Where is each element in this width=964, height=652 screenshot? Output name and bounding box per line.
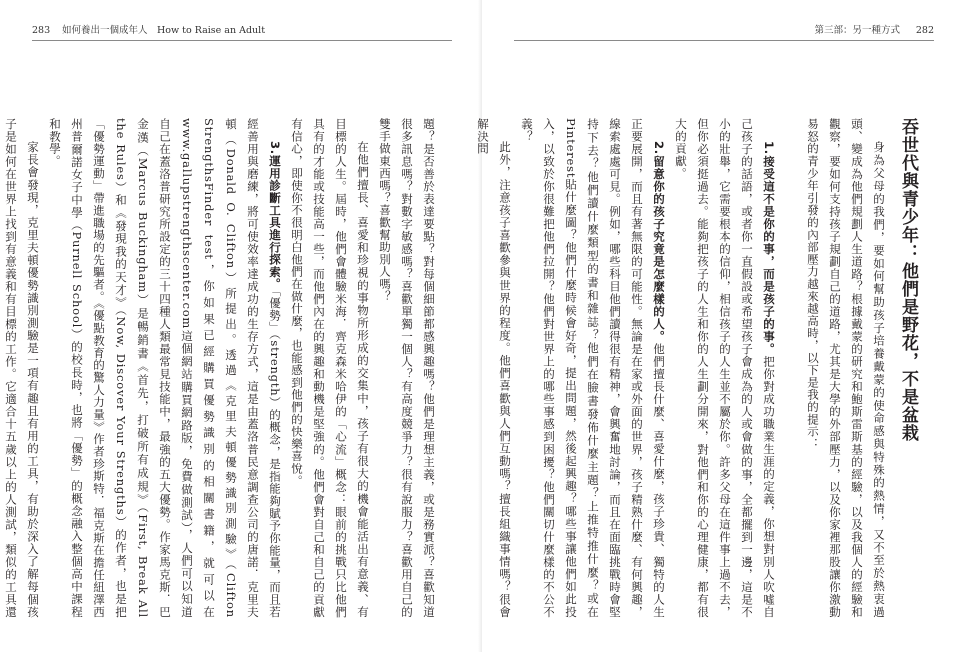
list-item-2-text: 他們擅長什麼、喜愛什麼，孩子珍貴、獨特的人生正要展開，而且有著無限的可能性。無論是在家或外面的世界，孩子精熟什麼、有何興趣，線索處處可見。例如，哪些科目他們讀得很有精神，會興奮地討論，而且在面臨挑戰時會堅持下去？他們讀什麼類型的書和雜誌？他們在臉書發佈什麼主題？上推特推什麼？或在Pinterest貼什麼圖？他們什麼時候會好奇，提出問題，然後起興趣？哪些事讓他們如此投入，以致於你很難把他們拉開？他們對世界上的哪些事感到困擾？他們關切什麼樣的不公不義？ [520, 118, 666, 618]
paragraph: 在他們擅長、喜愛和珍視的事物所形成的交集中，孩子有很大的機會能活出有意義、有目標的人生。屆時，他們會體驗米海．齊克森米哈伊的「心流」概念：眼前的挑戰只比他們具有的才能或技能高一些，而他們內在的興趣和動機是堅強的。他們會對自己和自己的貢獻有信心，即使你不很明白他們在做什麼，也能感到他們的快樂喜悅。 [290, 118, 370, 618]
paragraph: 此外，注意孩子喜歡參與世界的程度。他們喜歡與人們互動嗎？擅長組織事情嗎？很會解決問 [476, 118, 512, 618]
spacer [780, 118, 802, 618]
right-running-head [514, 24, 934, 41]
list-item-1-heading: 接受這不是你的事，而是孩子的事。 [762, 154, 776, 356]
right-body-text [476, 118, 926, 618]
section-heading: 吞世代與青少年：他們是野花，不是盆栽 [898, 118, 918, 442]
paragraph: 家長會發現，克里夫頓優勢識別測驗是一項有趣且有用的工具，有助於深入了解每個孩子是如何在世界上找到有意義和有目標的工作。它適合十五歲以上的人測試，類似的工具還 [4, 118, 40, 618]
list-item-3-number: 3. [268, 141, 282, 155]
right-page-number: 282 [915, 25, 934, 36]
paragraph: 身為父母的我們，要如何幫助孩子培養戴蒙的使命感與特殊的熱情，又不至於熱衷過頭、變成為他們規劃人生道路？根據戴蒙的研究和鮑斯雷斯基的經驗，以及我個人的經驗和觀察，要如何支持孩子規劃自己的道路，尤其是大學的外部壓力，以及你家裡那股讓你激動易怒的青少年引發的內部壓力越來越高時，以下是我的提示： [806, 118, 886, 618]
paragraph: 題？是否善於表達要點？對每個細節都感興趣嗎？他們是理想主義，或是務實派？喜歡知道很多訊息嗎？對數字敏感嗎？喜歡單獨一個人？有高度競爭力？很有說服力？喜歡用自己的雙手做東西嗎？喜歡幫助別人嗎？ [378, 118, 436, 618]
list-item-2-heading: 留意你的孩子究竟是怎麼樣的人。 [652, 154, 666, 343]
list-item-3-text: 「優勢」（strength）的概念，是指能夠賦予你能量，而且若經善用與磨練，將可使效率達成功的生存方式，這是由蓋洛普民意調查公司的唐諾．克里夫頓（Donald O. Clifton）所提出。透過《克里夫頓優勢識別測驗》（Clifton StrengthsFinder test，你如果已經購買優勢識別的相關書籍，就可以在www.gallupstrengthscenter.com這個網站購買網路版，免費做測試），人們可以知道自己在蓋洛普研究所設定的三十四種人類最常見技能中，最強的五大優勢。作家馬克斯．巴金漢（Marcus Buckingham）是暢銷書《首先，打破所有成規》（First, Break All the Rules）和《發現我的天才》（Now, Discover Your Strengths）的作者，也是把「優勢運動」帶進職場的先驅者。《優點教育的驚人力量》作者珍斯特．福克斯在擔任紐澤西州普爾諾女子中學（Purnell School）的校長時，也將「優勢」的概念融入整個高中課程和教學。 [48, 118, 282, 618]
list-item-2 [516, 118, 670, 618]
list-item-1 [670, 118, 780, 618]
list-item-1-number: 1. [762, 141, 776, 155]
left-running-head [32, 24, 452, 41]
left-body-text [4, 118, 440, 618]
list-item-3 [44, 118, 286, 618]
list-item-2-number: 2. [652, 141, 666, 155]
left-page-number: 283 [32, 25, 51, 36]
list-item-1-text: 把你對成功職業生涯的定義，你想對別人吹噓自己孩子的話語，或者你一直假設或希望孩子會成為的人或會做的事，全都擺到一邊，這是不小的壯舉，它需要根本的信仰，相信孩子的人生並不屬於你。許多父母在這件事上過不去，但你必須挺過去。能夠把孩子的人生和你的人生劃分開來，對他們和你的心理健康，都有很大的貢獻。 [674, 118, 776, 618]
list-item-3-heading: 運用診斷工具進行探索。 [268, 154, 282, 291]
right-page [476, 0, 964, 652]
right-running-title: 第三部：另一種方式 [814, 25, 900, 36]
left-running-title: 如何養出一個成年人 How to Raise an Adult [62, 25, 266, 36]
